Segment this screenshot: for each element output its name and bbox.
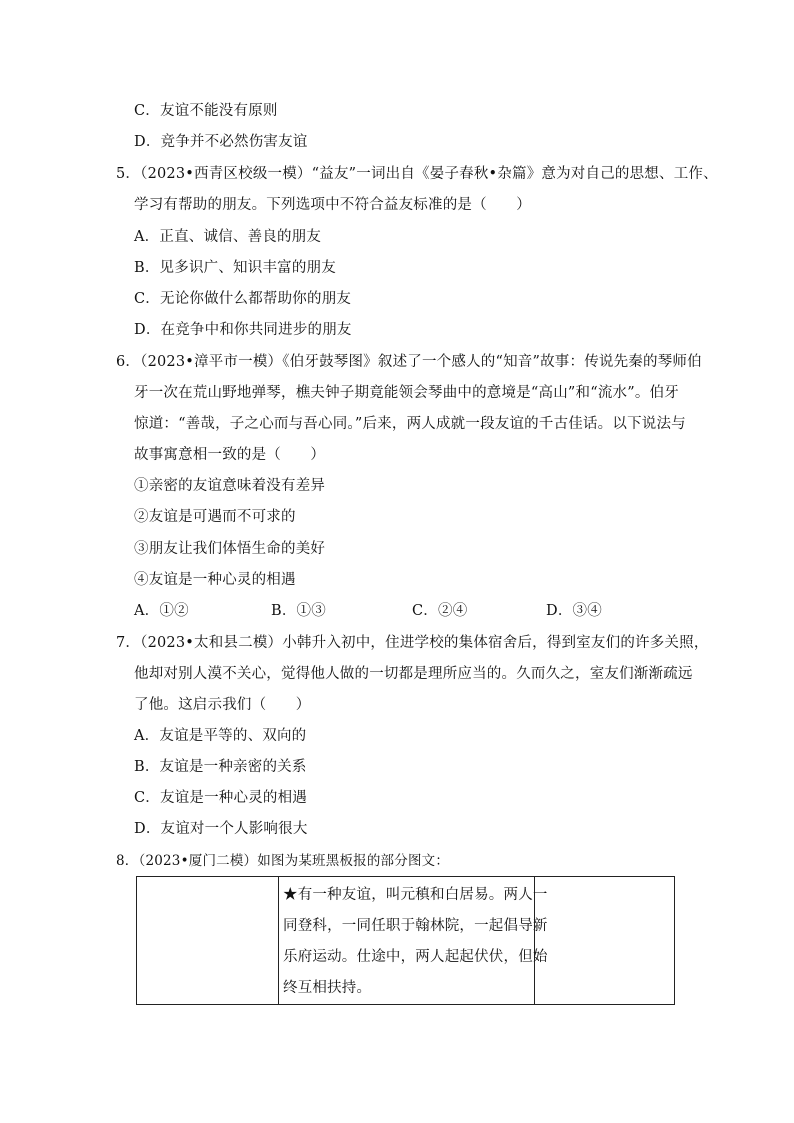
blackboard-table (136, 876, 675, 1005)
q6-stem-line1: 6．（2023•漳平市一模）《伯牙鼓琴图》叙述了一个感人的“知音”故事：传说先秦的琴师伯 (116, 354, 702, 370)
q5-stem-line1: 5．（2023•西青区校级一模）“益友”一词出自《晏子春秋•杂篇》意为对自己的思想、工作、 (116, 166, 718, 182)
q6-statement-4: ④友谊是一种心灵的相遇 (134, 572, 296, 588)
q7-stem-line1: 7．（2023•太和县二模）小韩升入初中，住进学校的集体宿舍后，得到室友们的许多关照， (116, 635, 709, 651)
q6-statement-2: ②友谊是可遇而不可求的 (134, 509, 296, 525)
q6-stem-line2: 牙一次在荒山野地弹琴，樵夫钟子期竟能领会琴曲中的意境是“高山”和“流水”。伯牙 (134, 385, 679, 401)
q7-stem-line2: 他却对别人漠不关心，觉得他人做的一切都是理所应当的。久而久之，室友们渐渐疏远 (134, 666, 693, 682)
table-cell-right (535, 877, 674, 1004)
q8-stem-line1: 8．（2023•厦门二模）如图为某班黑板报的部分图文： (116, 853, 450, 869)
table-text-line: 同登科，一同任职于翰林院，一起倡导新 (283, 918, 548, 934)
q5-option-d: D．在竞争中和你共同进步的朋友 (134, 322, 352, 338)
q5-option-a: A．正直、诚信、善良的朋友 (134, 229, 322, 245)
q7-stem-line3: 了他。这启示我们（ ） (134, 697, 311, 713)
q7-option-d: D．友谊对一个人影响很大 (134, 821, 308, 837)
q7-option-a: A．友谊是平等的、双向的 (134, 728, 307, 744)
table-text-line: 乐府运动。仕途中，两人起起伏伏，但始 (283, 949, 548, 965)
q6-statement-1: ①亲密的友谊意味着没有差异 (134, 478, 326, 494)
table-cell-middle (279, 877, 548, 1004)
q7-option-b: B．友谊是一种亲密的关系 (134, 759, 307, 775)
q6-option-c: C．②④ (412, 603, 468, 619)
q4-option-d: D．竞争并不必然伤害友谊 (134, 134, 308, 150)
q5-option-c: C．无论你做什么都帮助你的朋友 (134, 291, 352, 307)
q7-option-c: C．友谊是一种心灵的相遇 (134, 790, 307, 806)
q5-stem-line2: 学习有帮助的朋友。下列选项中不符合益友标准的是（ ） (134, 197, 531, 213)
table-text-line: 终互相扶持。 (283, 980, 372, 996)
q6-option-a: A．①② (134, 603, 189, 619)
q6-stem-line4: 故事寓意相一致的是（ ） (134, 447, 326, 463)
q5-option-b: B．见多识广、知识丰富的朋友 (134, 260, 336, 276)
q4-option-c: C．友谊不能没有原则 (134, 103, 278, 119)
table-cell-left (137, 877, 279, 1004)
q6-option-b: B．①③ (271, 603, 326, 619)
q6-statement-3: ③朋友让我们体悟生命的美好 (134, 541, 326, 557)
q6-option-d: D．③④ (546, 603, 602, 619)
table-text-line: ★有一种友谊，叫元稹和白居易。两人一 (283, 887, 548, 903)
q6-stem-line3: 惊道：“善哉，子之心而与吾心同。”后来，两人成就一段友谊的千古佳话。以下说法与 (134, 416, 686, 432)
